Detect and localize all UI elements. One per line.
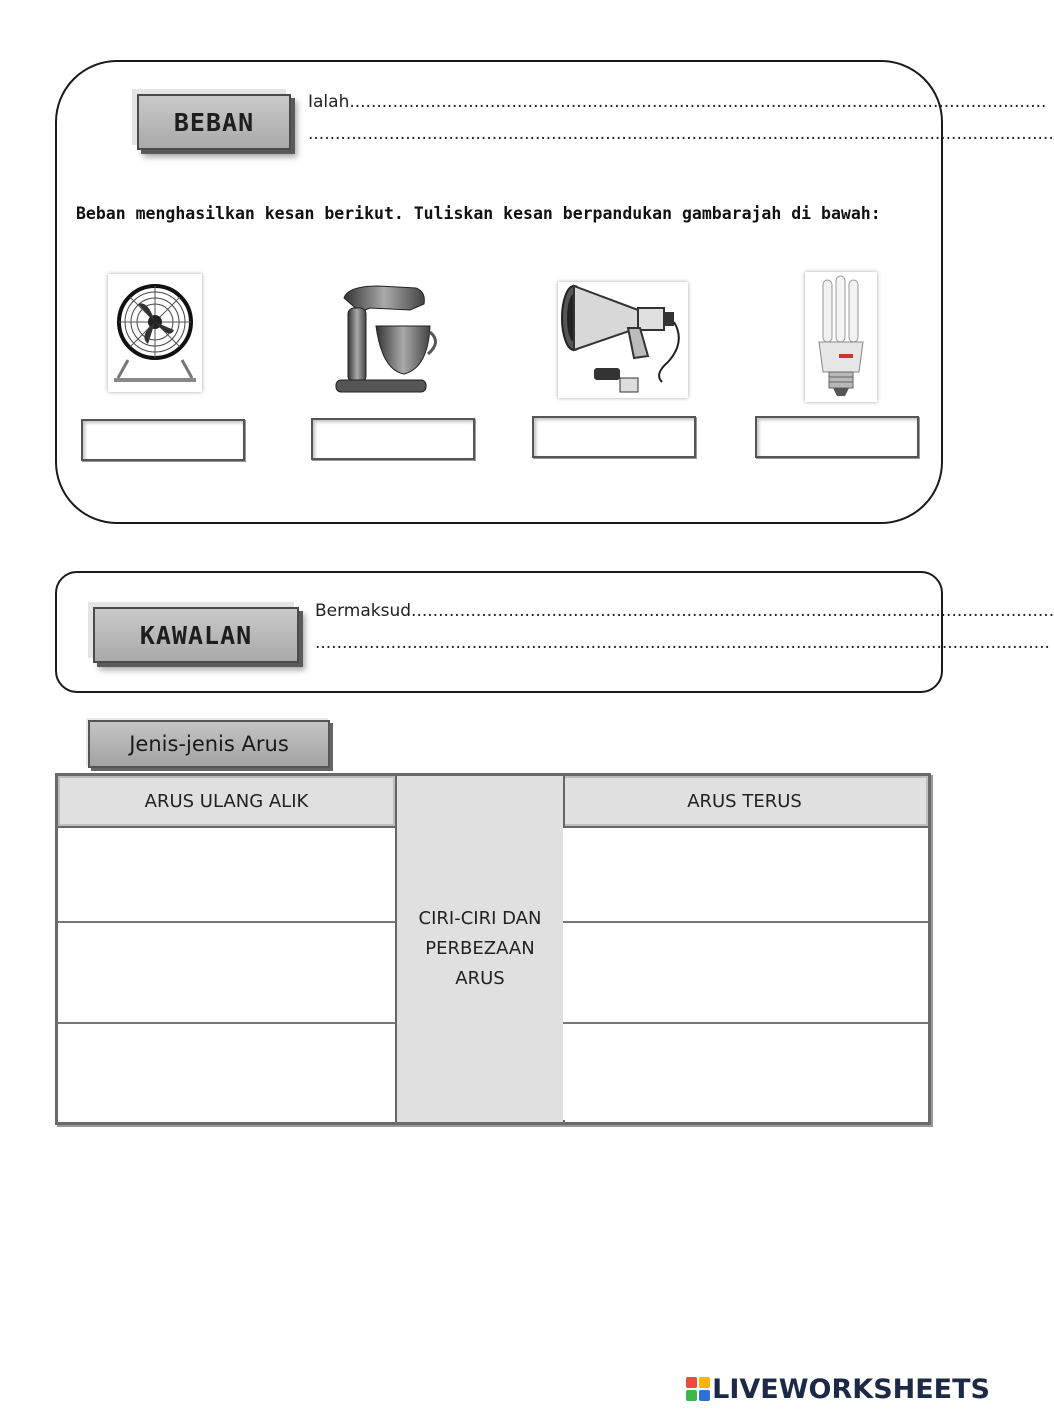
header-arus-ulang-alik: ARUS ULANG ALIK bbox=[58, 776, 395, 828]
arus-comparison-table bbox=[55, 773, 931, 1125]
kawalan-definition-line-2: ........................................................................................................................................ bbox=[315, 633, 1050, 653]
kawalan-definition-line-1: Bermaksud....................................................................................................................... bbox=[315, 601, 1054, 621]
fan-image bbox=[108, 274, 202, 392]
megaphone-image bbox=[558, 282, 688, 398]
megaphone-answer-box[interactable] bbox=[532, 416, 696, 458]
ulang-alik-cell-3[interactable] bbox=[58, 1024, 395, 1120]
ulang-alik-cell-2[interactable] bbox=[58, 923, 395, 1024]
header-arus-terus: ARUS TERUS bbox=[561, 776, 928, 828]
terus-cell-2[interactable] bbox=[563, 923, 928, 1024]
beban-definition-line-2: .......................................................................................................................................... bbox=[308, 124, 1054, 144]
bulb-answer-box[interactable] bbox=[755, 416, 919, 458]
jenis-arus-label: Jenis-jenis Arus bbox=[88, 720, 330, 768]
ciri-ciri-text-line-3: ARUS bbox=[455, 968, 505, 989]
mixer-image bbox=[330, 282, 442, 398]
mixer-answer-box[interactable] bbox=[311, 418, 475, 460]
liveworksheets-brand bbox=[686, 1371, 990, 1407]
terus-cell-3[interactable] bbox=[563, 1024, 928, 1120]
ulang-alik-cell-1[interactable] bbox=[58, 828, 395, 923]
beban-instruction: Beban menghasilkan kesan berikut. Tuliskan kesan berpandukan gambarajah di bawah: bbox=[76, 204, 881, 223]
liveworksheets-logo-icon bbox=[686, 1375, 710, 1403]
brand-text: LIVEWORKSHEETS bbox=[712, 1373, 990, 1405]
fan-answer-box[interactable] bbox=[81, 419, 245, 461]
ciri-ciri-text-line-1: CIRI-CIRI DAN bbox=[418, 908, 542, 929]
ciri-ciri-text-line-2: PERBEZAAN bbox=[425, 938, 535, 959]
ciri-ciri-column bbox=[395, 776, 565, 1122]
terus-cell-1[interactable] bbox=[563, 828, 928, 923]
beban-definition-line-1: Ialah................................................................................................................................. bbox=[308, 92, 1047, 112]
beban-label: BEBAN bbox=[137, 94, 291, 150]
bulb-image bbox=[805, 272, 877, 402]
kawalan-label: KAWALAN bbox=[93, 607, 299, 663]
